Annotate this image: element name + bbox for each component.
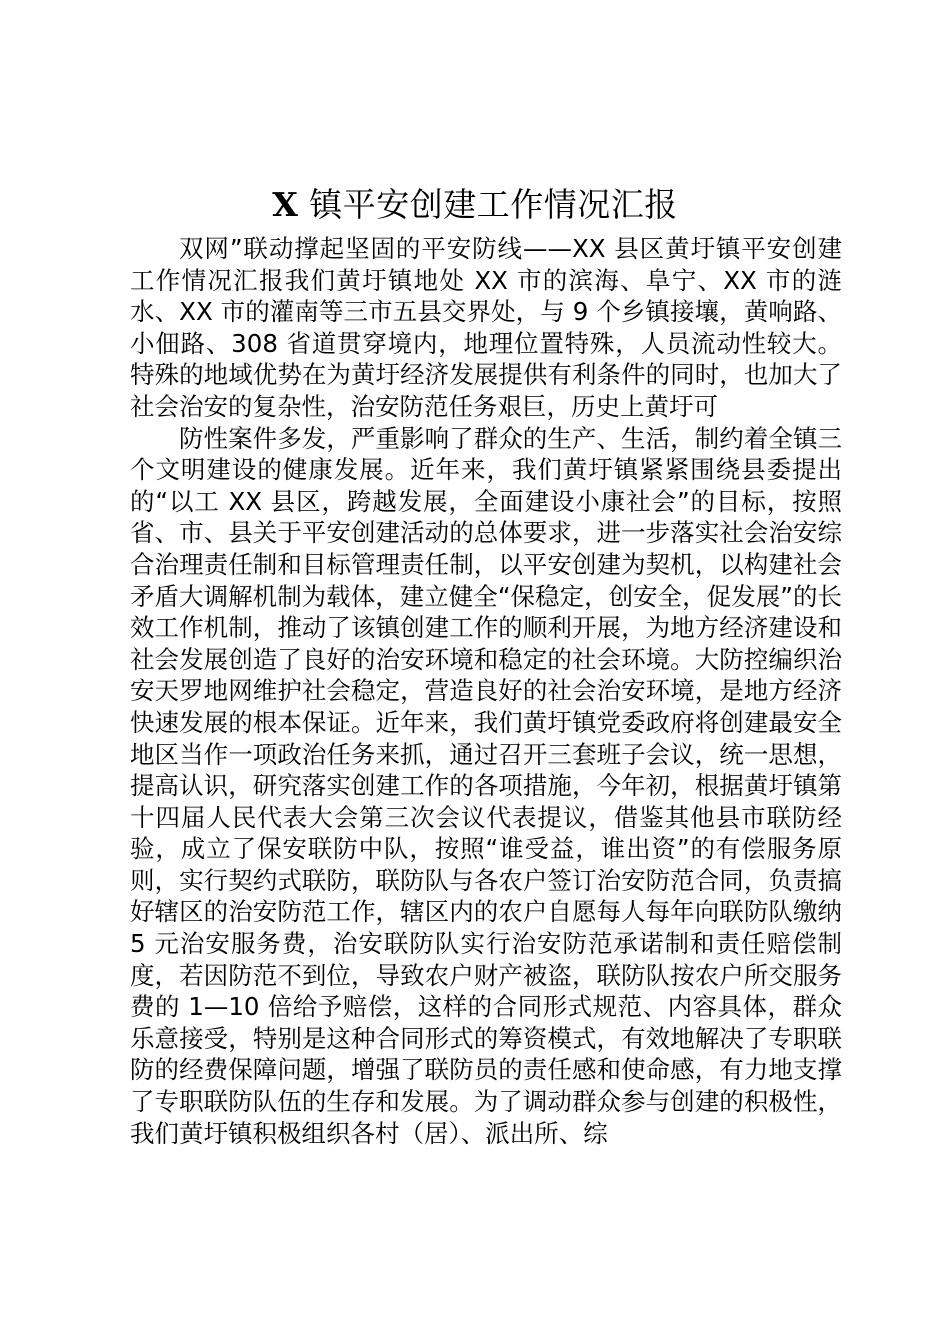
paragraph-2: 防性案件多发，严重影响了群众的生产、生活，制约着全镇三个文明建设的健康发展。近年来，我们黄圩镇紧紧围绕县委提出的“以工 XX 县区，跨越发展，全面建设小康社会”的目标，按照省、市、县关于平安创建活动的总体要求，进一步落实社会治安综合治理责任制和目标管理责任制，以平安创建为契机，以构建社会矛盾大调解机制为载体，建立健全“保稳定，创安全，促发展”的长效工作机制，推动了该镇创建工作的顺利开展，为地方经济建设和社会发展创造了良好的治安环境和稳定的社会环境。大防控编织治安天罗地网维护社会稳定，营造良好的社会治安环境，是地方经济快速发展的根本保证。近年来，我们黄圩镇党委政府将创建最安全地区当作一项政治任务来抓，通过召开三套班子会议，统一思想，提高认识，研究落实创建工作的各项措施，今年初，根据黄圩镇第十四届人民代表大会第三次会议代表提议，借鉴其他县市联防经验，成立了保安联防中队，按照“谁受益，谁出资”的有偿服务原则，实行契约式联防，联防队与各农户签订治安防范合同，负责搞好辖区的治安防范工作，辖区内的农户自愿每人每年向联防队缴纳 5 元治安服务费，治安联防队实行治安防范承诺制和责任赔偿制度，若因防范不到位，导致农户财产被盗，联防队按农户所交服务费的 1—10 倍给予赔偿，这样的合同形式规范、内容具体，群众乐意接受，特别是这种合同形式的筹资模式，有效地解决了专职联防的经费保障问题，增强了联防员的责任感和使命感，有力地支撑了专职联防队伍的生存和发展。为了调动群众参与创建的积极性，我们黄圩镇积极组织各村（居）、派出所、综 [130, 423, 842, 1148]
document-title [0, 180, 950, 230]
document-body [130, 233, 842, 1149]
paragraph-1: 双网”联动撑起坚固的平安防线——XX 县区黄圩镇平安创建工作情况汇报我们黄圩镇地处 XX 市的滨海、阜宁、XX 市的涟水、XX 市的灌南等三市五县交界处，与 9 个乡镇接壤，黄响路、小佃路、308 省道贯穿境内，地理位置特殊，人员流动性较大。特殊的地域优势在为黄圩经济发展提供有利条件的同时，也加大了社会治安的复杂性，治安防范任务艰巨，历史上黄圩可 [130, 234, 842, 421]
title-prefix: X [272, 185, 299, 224]
title-text: 镇平安创建工作情况汇报 [298, 185, 678, 224]
